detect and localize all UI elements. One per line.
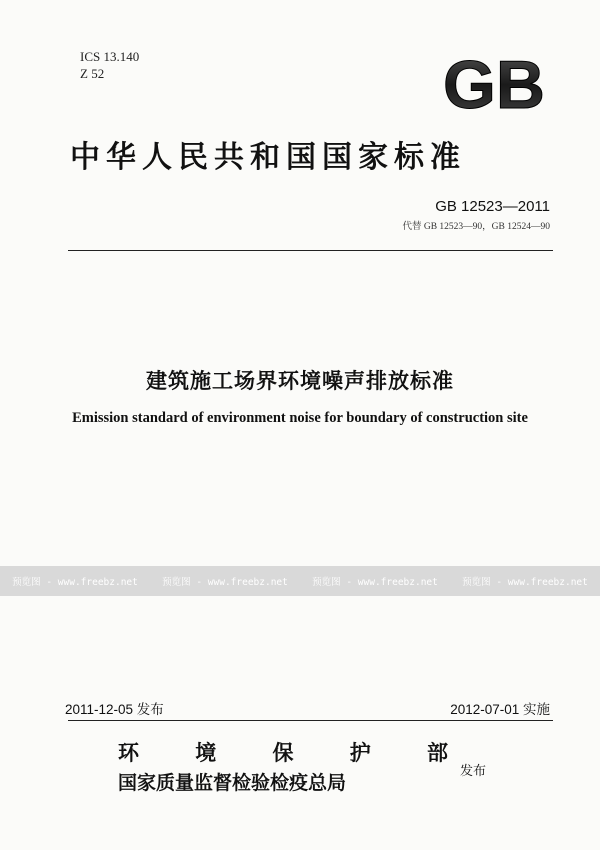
issuer-ministry <box>118 737 448 767</box>
issuer-ministry-char: 境 <box>195 740 217 765</box>
watermark-band <box>0 566 600 596</box>
issuer-ministry-char: 保 <box>272 740 294 765</box>
watermark-text: 预览图 - www.freebz.net <box>462 577 588 588</box>
issuer-agency: 国家质量监督检验检疫总局 <box>118 772 347 794</box>
issuer-ministry-char: 部 <box>427 740 448 765</box>
standard-number: GB 12523—2011 <box>435 198 550 215</box>
watermark-text: 预览图 - www.freebz.net <box>162 577 288 588</box>
watermark-text: 预览图 - www.freebz.net <box>312 577 438 588</box>
title-english: Emission standard of environment noise for boundary of construction site <box>72 410 528 426</box>
title-chinese: 建筑施工场界环境噪声排放标准 <box>146 369 454 393</box>
top-divider <box>68 250 553 251</box>
ccs-code: Z 52 <box>80 66 105 81</box>
ics-code: ICS 13.140 <box>80 49 140 64</box>
effective-date: 2012-07-01 实施 <box>450 702 550 717</box>
replaces-note: 代替 GB 12523—90，GB 12524—90 <box>402 222 550 232</box>
publish-label: 发布 <box>460 764 487 779</box>
bottom-divider <box>68 720 553 721</box>
country-standard-heading: 中华人民共和国国家标准 <box>70 140 466 175</box>
issuer-ministry-char: 环 <box>118 740 139 765</box>
issue-date: 2011-12-05 发布 <box>65 702 164 717</box>
issuer-ministry-char: 护 <box>349 740 371 765</box>
gb-logo-text: GB <box>443 48 545 118</box>
classification-codes <box>80 48 139 82</box>
watermark-text: 预览图 - www.freebz.net <box>12 577 138 588</box>
gb-logo <box>438 48 550 118</box>
